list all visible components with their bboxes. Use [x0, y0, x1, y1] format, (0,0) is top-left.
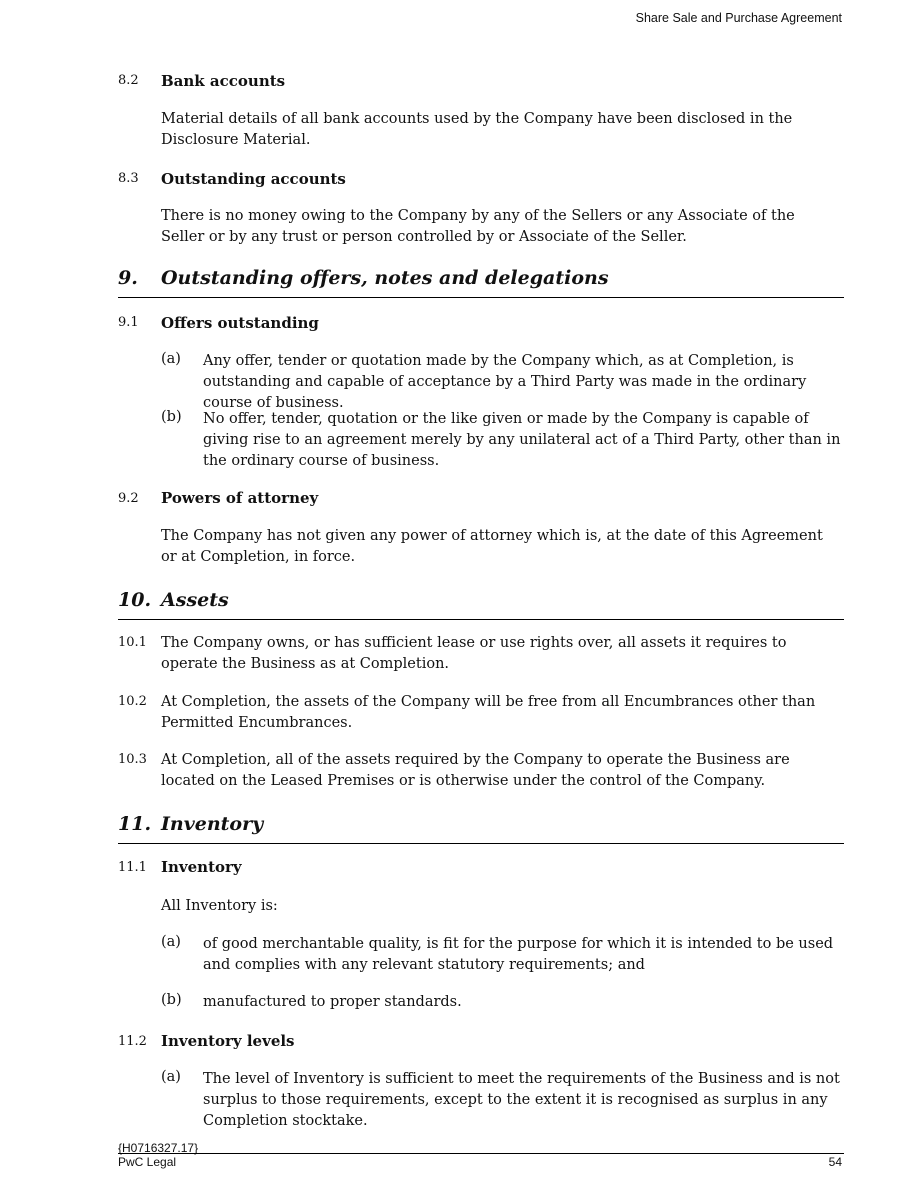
item-text-9-1-b: No offer, tender, quotation or the like given or made by the Company is capable of giving rise to an agreement merely by any unilateral act of a Third Party, other than in the ordinary course of business. [203, 411, 841, 469]
item-label-9-1-a: (a) [161, 351, 181, 367]
section-title-9: Outstanding offers, notes and delegations [161, 267, 609, 289]
clause-intro-11-1: All Inventory is: [161, 898, 278, 914]
clause-number-10-1: 10.1 [118, 635, 147, 650]
running-header-title: Share Sale and Purchase Agreement [635, 11, 842, 25]
item-label-9-1-b: (b) [161, 409, 182, 425]
clause-text-10-2: At Completion, the assets of the Company will be free from all Encumbrances other than Permitted Encumbrances. [161, 694, 816, 731]
item-text-11-1-b: manufactured to proper standards. [203, 994, 462, 1010]
footer-doc-reference: {H0716327.17} [118, 1141, 199, 1155]
clause-number-9-2: 9.2 [118, 491, 139, 506]
clause-heading-8-3: Outstanding accounts [161, 170, 346, 188]
footer-firm-name: PwC Legal [118, 1155, 177, 1169]
section-title-11: Inventory [161, 813, 264, 835]
clause-text-10-3: At Completion, all of the assets required by the Company to operate the Business are located on the Leased Premises or is otherwise under the control of the Company. [161, 752, 790, 789]
clause-text-8-2: Material details of all bank accounts used by the Company have been disclosed in the Disclosure Material. [161, 111, 793, 148]
clause-text-10-1: The Company owns, or has sufficient lease or use rights over, all assets it requires to operate the Business as at Completion. [161, 635, 787, 672]
clause-number-11-2: 11.2 [118, 1034, 147, 1049]
item-label-11-1-b: (b) [161, 992, 182, 1008]
clause-number-10-2: 10.2 [118, 694, 147, 709]
clause-number-10-3: 10.3 [118, 752, 147, 767]
item-label-11-2-a: (a) [161, 1069, 181, 1085]
footer-divider [118, 1153, 844, 1154]
clause-heading-11-2: Inventory levels [161, 1032, 295, 1050]
item-label-11-1-a: (a) [161, 934, 181, 950]
section-number-9: 9. [118, 267, 138, 289]
clause-number-11-1: 11.1 [118, 860, 147, 875]
section-title-10: Assets [161, 589, 229, 611]
page-number: 54 [828, 1155, 842, 1169]
clause-number-8-3: 8.3 [118, 171, 139, 186]
clause-number-9-1: 9.1 [118, 315, 139, 330]
clause-heading-9-2: Powers of attorney [161, 489, 319, 507]
section-number-11: 11. [118, 813, 152, 835]
section-heading-11 [118, 813, 844, 844]
clause-text-9-2: The Company has not given any power of attorney which is, at the date of this Agreement or at Completion, in force. [161, 528, 823, 565]
item-text-11-1-a: of good merchantable quality, is fit for the purpose for which it is intended to be used and complies with any relevant statutory requirements; and [203, 936, 834, 973]
item-text-9-1-a: Any offer, tender or quotation made by the Company which, as at Completion, is outstanding and capable of acceptance by a Third Party was made in the ordinary course of business. [203, 353, 807, 411]
section-heading-9 [118, 267, 844, 298]
clause-number-8-2: 8.2 [118, 73, 139, 88]
clause-heading-8-2: Bank accounts [161, 72, 286, 90]
item-text-11-2-a: The level of Inventory is sufficient to meet the requirements of the Business and is not surplus to those requirements, except to the extent it is recognised as surplus in any Completion stocktake. [203, 1071, 840, 1129]
clause-heading-11-1: Inventory [161, 858, 242, 876]
section-heading-10 [118, 589, 844, 620]
clause-heading-9-1: Offers outstanding [161, 314, 319, 332]
clause-text-8-3: There is no money owing to the Company by any of the Sellers or any Associate of the Seller or by any trust or person controlled by or Associate of the Seller. [161, 208, 795, 245]
section-number-10: 10. [118, 589, 152, 611]
